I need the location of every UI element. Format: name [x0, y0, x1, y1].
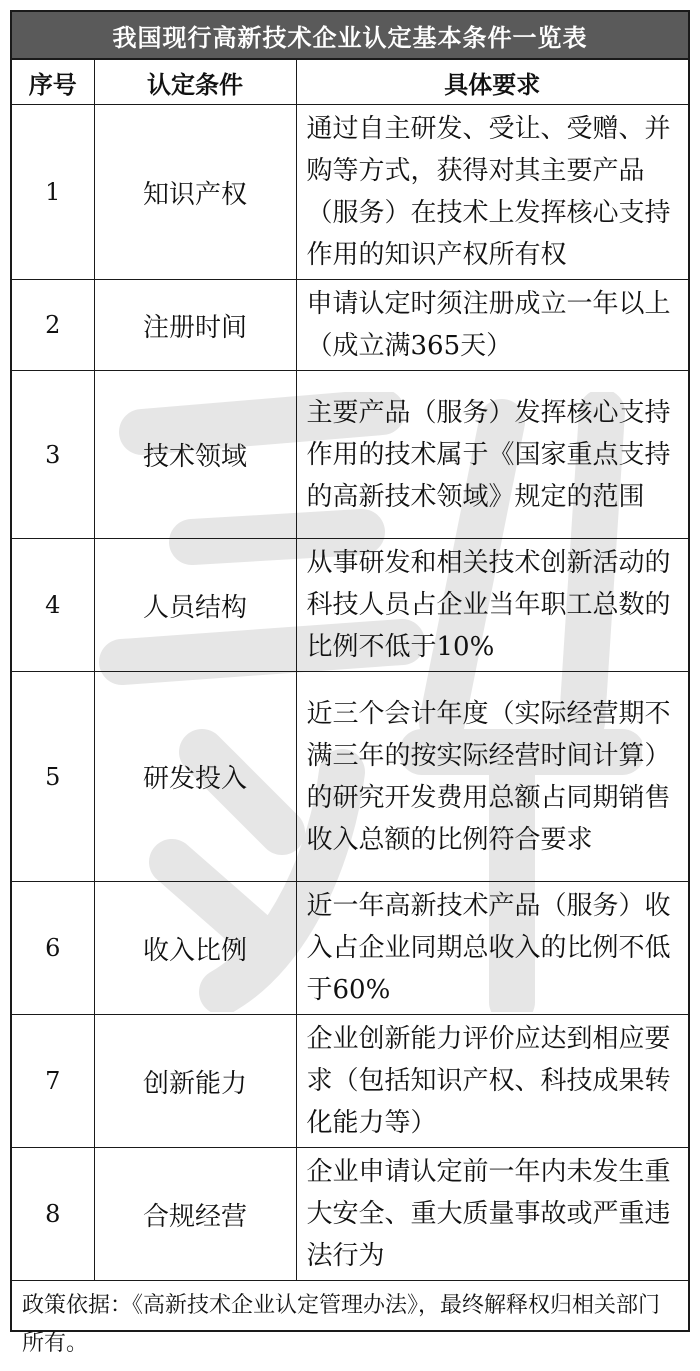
table-row [12, 672, 688, 882]
row-no: 2 [12, 280, 94, 371]
table-row [12, 539, 688, 672]
row-condition: 人员结构 [94, 539, 296, 672]
row-no: 4 [12, 539, 94, 672]
row-requirement: 通过自主研发、受让、受赠、并购等方式，获得对其主要产品（服务）在技术上发挥核心支持作用的知识产权所有权 [296, 105, 688, 280]
row-condition: 合规经营 [94, 1148, 296, 1281]
row-no: 7 [12, 1015, 94, 1148]
table-row [12, 1015, 688, 1148]
row-condition: 知识产权 [94, 105, 296, 280]
header-condition: 认定条件 [94, 59, 296, 105]
row-no: 1 [12, 105, 94, 280]
row-no: 6 [12, 882, 94, 1015]
table-row [12, 1148, 688, 1281]
row-condition: 收入比例 [94, 882, 296, 1015]
row-requirement: 企业创新能力评价应达到相应要求（包括知识产权、科技成果转化能力等） [296, 1015, 688, 1148]
row-requirement: 企业申请认定前一年内未发生重大安全、重大质量事故或严重违法行为 [296, 1148, 688, 1281]
footer-row [12, 1281, 688, 1371]
table-row [12, 882, 688, 1015]
policy-table-sheet [10, 10, 690, 1332]
row-requirement: 近三个会计年度（实际经营期不满三年的按实际经营时间计算）的研究开发费用总额占同期销售收入总额的比例符合要求 [296, 672, 688, 882]
table-row [12, 280, 688, 371]
row-requirement: 申请认定时须注册成立一年以上（成立满365天） [296, 280, 688, 371]
header-no: 序号 [12, 59, 94, 105]
row-no: 3 [12, 371, 94, 539]
row-requirement: 从事研发和相关技术创新活动的科技人员占企业当年职工总数的比例不低于10% [296, 539, 688, 672]
row-condition: 技术领域 [94, 371, 296, 539]
table-row [12, 105, 688, 280]
row-requirement: 近一年高新技术产品（服务）收入占企业同期总收入的比例不低于60% [296, 882, 688, 1015]
table-title: 我国现行高新技术企业认定基本条件一览表 [12, 12, 688, 59]
policy-footnote: 政策依据：《高新技术企业认定管理办法》，最终解释权归相关部门所有。 [12, 1281, 688, 1371]
row-condition: 研发投入 [94, 672, 296, 882]
row-condition: 创新能力 [94, 1015, 296, 1148]
row-no: 8 [12, 1148, 94, 1281]
row-requirement: 主要产品（服务）发挥核心支持作用的技术属于《国家重点支持的高新技术领域》规定的范围 [296, 371, 688, 539]
table-row [12, 371, 688, 539]
row-no: 5 [12, 672, 94, 882]
criteria-table [12, 12, 688, 1371]
row-condition: 注册时间 [94, 280, 296, 371]
header-requirement: 具体要求 [296, 59, 688, 105]
